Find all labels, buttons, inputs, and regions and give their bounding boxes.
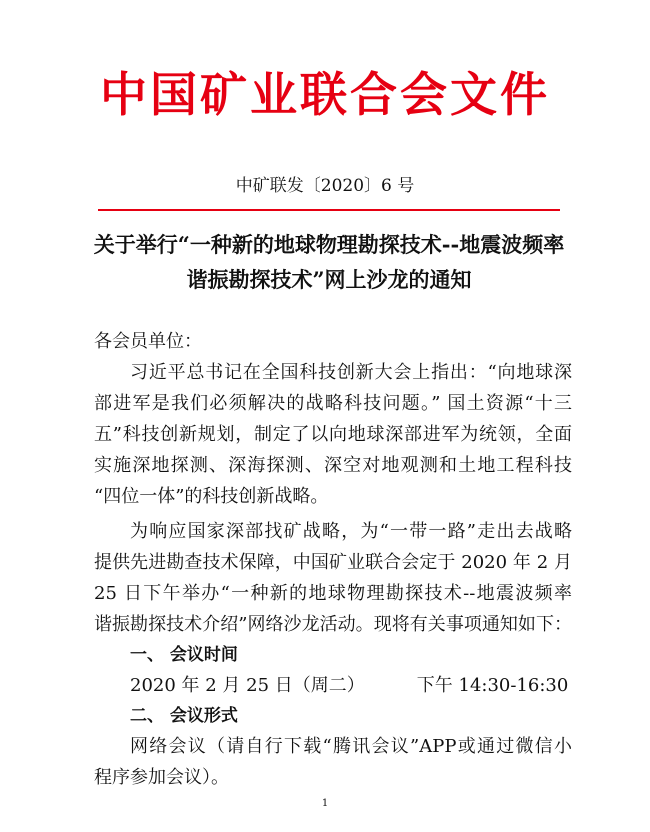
letterhead-title: 中国矿业联合会文件: [100, 68, 550, 123]
paragraph-line: 25 日下午举办“一种新的地球物理勘探技术--地震波频率: [94, 583, 572, 604]
paragraph-2: [94, 516, 572, 640]
section-heading-meeting-format: 二、 会议形式: [130, 706, 238, 726]
subject-line-2: 谐振勘探技术”网上沙龙的通知: [186, 267, 472, 292]
paragraph-line: 实施深地探测、深海探测、深空对地观测和土地工程科技: [94, 455, 572, 476]
paragraph-line: “四位一体”的科技创新战略。: [94, 486, 329, 507]
notice-body: [94, 326, 572, 793]
paragraph-1: [94, 357, 572, 512]
section-heading-meeting-time: 一、 会议时间: [130, 645, 238, 665]
paragraph-line: 为响应国家深部找矿战略，为“一带一路”走出去战略: [130, 521, 572, 542]
paragraph-line: 网络会议（请自行下载“腾讯会议”APP或通过微信小: [130, 736, 572, 757]
document-number: 中矿联发〔2020〕6 号: [235, 176, 415, 196]
paragraph-line: 程序参加会议）。: [94, 767, 229, 788]
red-divider-line: [98, 209, 560, 211]
meeting-date: 2020 年 2 月 25 日（周二）: [130, 675, 365, 696]
paragraph-line: 五”科技创新规划，制定了以向地球深部进军为统领，全面: [94, 424, 572, 445]
meeting-hours: 下午 14:30-16:30: [416, 675, 569, 696]
salutation: 各会员单位：: [94, 331, 202, 352]
subject-line-1: 关于举行“一种新的地球物理勘探技术--地震波频率: [93, 232, 565, 257]
page-number: 1: [321, 798, 329, 809]
meeting-time-row: [94, 670, 572, 701]
meeting-format-text: [94, 731, 572, 793]
paragraph-line: 习近平总书记在全国科技创新大会上指出：“向地球深: [130, 362, 572, 383]
notice-subject: [90, 227, 568, 297]
paragraph-line: 谐振勘探技术介绍”网络沙龙活动。现将有关事项通知如下：: [94, 614, 572, 635]
paragraph-line: 提供先进勘查技术保障，中国矿业联合会定于 2020 年 2 月: [94, 552, 572, 573]
paragraph-line: 部进军是我们必须解决的战略科技问题。” 国土资源“十三: [94, 393, 572, 414]
